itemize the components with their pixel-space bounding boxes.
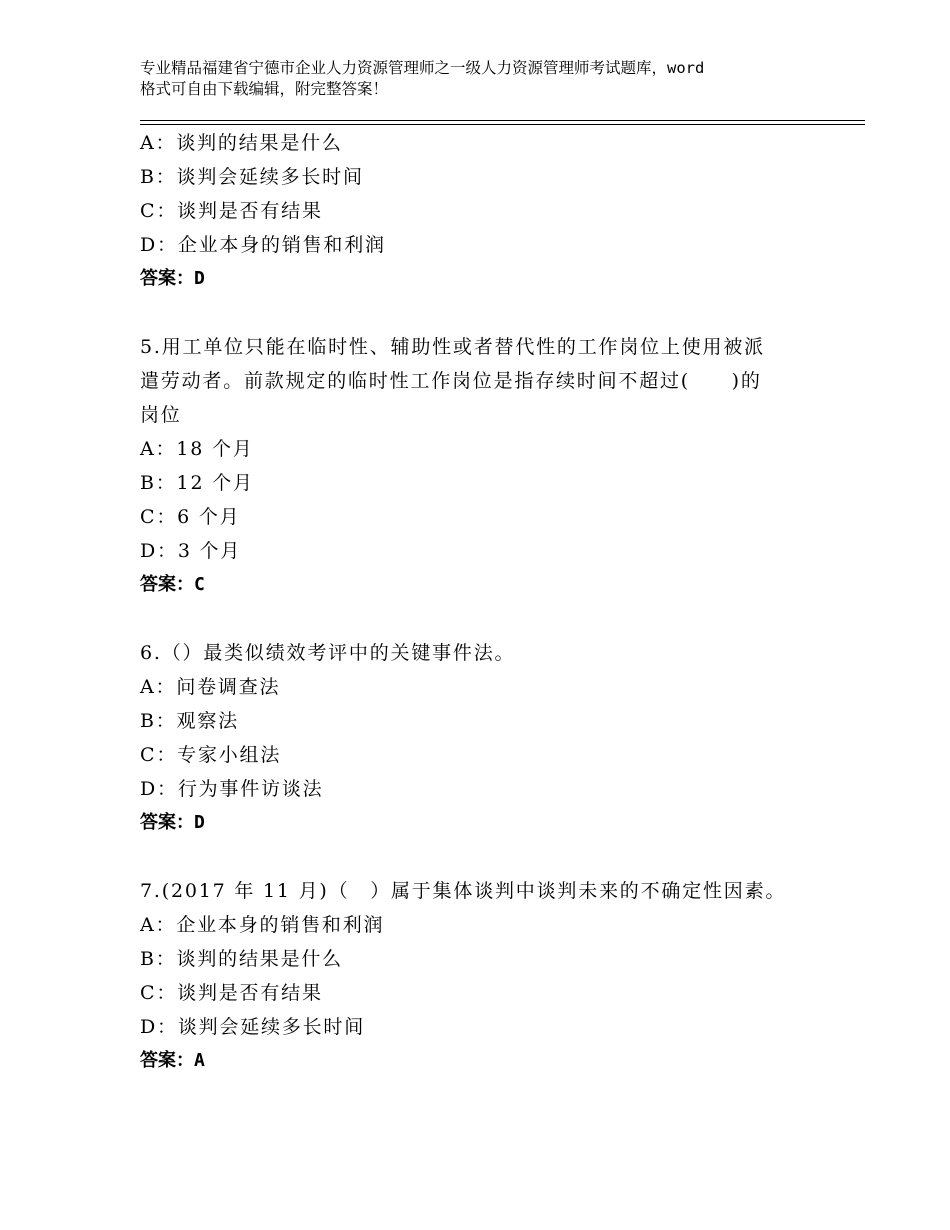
option-c: C：谈判是否有结果 xyxy=(140,200,323,222)
header-line-2: 格式可自由下载编辑，附完整答案！ xyxy=(140,80,389,98)
header-rule-bottom xyxy=(140,124,865,125)
question-text-line: 岗位 xyxy=(140,404,182,426)
spacer xyxy=(140,602,820,636)
question-text-line: 7.(2017 年 11 月)（ ）属于集体谈判中谈判未来的不确定性因素。 xyxy=(140,880,787,902)
question-text-line: 5.用工单位只能在临时性、辅助性或者替代性的工作岗位上使用被派 xyxy=(140,336,765,358)
spacer xyxy=(140,296,820,330)
option-a: A：谈判的结果是什么 xyxy=(140,132,343,154)
option-a: A：18 个月 xyxy=(140,438,254,460)
answer-line: 答案：D xyxy=(140,268,205,289)
option-b: B：谈判的结果是什么 xyxy=(140,948,343,970)
option-d: D：谈判会延续多长时间 xyxy=(140,1016,366,1038)
option-a: A：企业本身的销售和利润 xyxy=(140,914,385,936)
question-text-line: 6.（）最类似绩效考评中的关键事件法。 xyxy=(140,642,516,664)
question-text-line: 遣劳动者。前款规定的临时性工作岗位是指存续时间不超过( )的 xyxy=(140,370,762,392)
question-6-block xyxy=(140,636,820,840)
option-b: B：谈判会延续多长时间 xyxy=(140,166,364,188)
option-b: B：12 个月 xyxy=(140,472,254,494)
header-rule-top xyxy=(140,120,865,121)
header-line-1: 专业精品福建省宁德市企业人力资源管理师之一级人力资源管理师考试题库，word xyxy=(140,59,705,77)
answer-line: 答案：C xyxy=(140,574,205,595)
question-list xyxy=(140,126,820,1078)
option-b: B：观察法 xyxy=(140,710,239,732)
option-d: D：行为事件访谈法 xyxy=(140,778,324,800)
option-c: C：专家小组法 xyxy=(140,744,282,766)
option-a: A：问卷调查法 xyxy=(140,676,281,698)
option-d: D：3 个月 xyxy=(140,540,242,562)
option-c: C：6 个月 xyxy=(140,506,241,528)
document-header xyxy=(140,58,830,100)
question-5-block xyxy=(140,330,820,602)
question-4-block xyxy=(140,126,820,296)
question-7-block xyxy=(140,874,820,1078)
answer-line: 答案：D xyxy=(140,812,205,833)
spacer xyxy=(140,840,820,874)
answer-line: 答案：A xyxy=(140,1050,205,1071)
option-c: C：谈判是否有结果 xyxy=(140,982,323,1004)
option-d: D：企业本身的销售和利润 xyxy=(140,234,386,256)
